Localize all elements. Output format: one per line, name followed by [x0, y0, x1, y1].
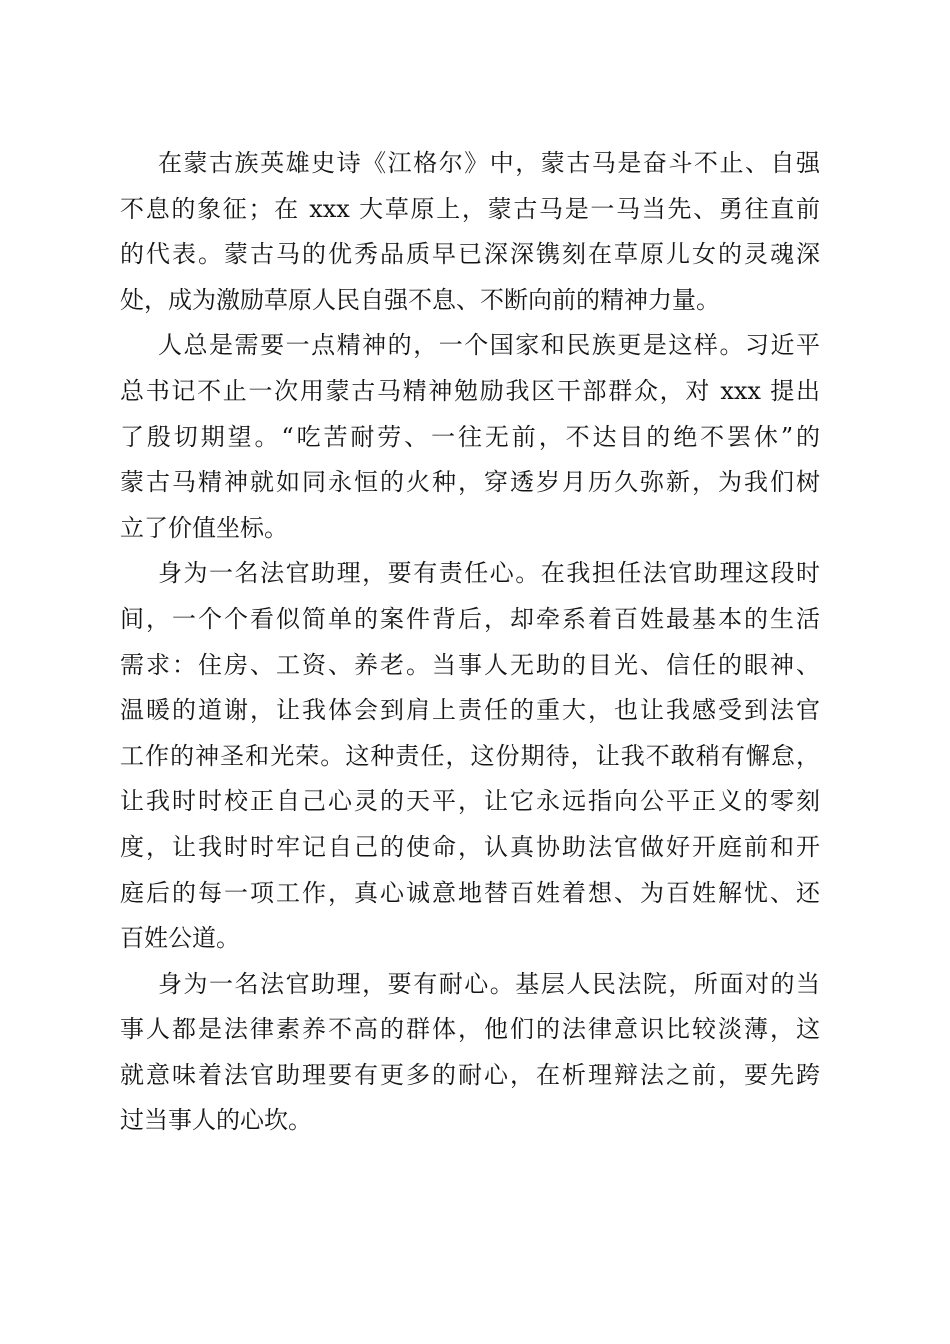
- paragraph-spirit: [120, 323, 820, 551]
- paragraph-patience: [120, 962, 820, 1144]
- paragraph-line: 身为一名法官助理，要有耐心。基层人民法院，所面对的当: [158, 969, 820, 998]
- paragraph-line: 总书记不止一次用蒙古马精神勉励我区干部群众，对 xxx 提出: [120, 376, 820, 405]
- paragraph-line: 不息的象征；在 xxx 大草原上，蒙古马是一马当先、勇往直前: [120, 194, 820, 223]
- paragraph-line: 需求：住房、工资、养老。当事人无助的目光、信任的眼神、: [120, 650, 820, 679]
- paragraph-line: 庭后的每一项工作，真心诚意地替百姓着想、为百姓解忧、还: [120, 878, 820, 907]
- paragraph-line: 让我时时校正自己心灵的天平，让它永远指向公平正义的零刻: [120, 787, 820, 816]
- paragraph-line: 人总是需要一点精神的，一个国家和民族更是这样。习近平: [158, 331, 820, 360]
- paragraph-line: 蒙古马精神就如同永恒的火种，穿透岁月历久弥新，为我们树: [120, 468, 820, 497]
- paragraph-line: 过当事人的心坎。: [120, 1106, 312, 1135]
- paragraph-line: 度，让我时时牢记自己的使命，认真协助法官做好开庭前和开: [120, 832, 820, 861]
- paragraph-line: 立了价值坐标。: [120, 513, 288, 542]
- paragraph-line: 事人都是法律素养不高的群体，他们的法律意识比较淡薄，这: [120, 1015, 820, 1044]
- paragraph-line: 的代表。蒙古马的优秀品质早已深深镌刻在草原儿女的灵魂深: [120, 240, 820, 269]
- paragraph-line: 了殷切期望。“吃苦耐劳、一往无前，不达目的绝不罢休”的: [120, 422, 820, 451]
- paragraph-line: 处，成为激励草原人民自强不息、不断向前的精神力量。: [120, 285, 720, 314]
- paragraph-responsibility: [120, 551, 820, 961]
- paragraph-line: 就意味着法官助理要有更多的耐心，在析理辩法之前，要先跨: [120, 1060, 820, 1089]
- paragraph-line: 在蒙古族英雄史诗《江格尔》中，蒙古马是奋斗不止、自强: [158, 149, 820, 177]
- paragraph-mongolian-horse-symbol: [120, 141, 820, 323]
- paragraph-line: 百姓公道。: [120, 924, 240, 953]
- paragraph-line: 工作的神圣和光荣。这种责任，这份期待，让我不敢稍有懈怠，: [120, 741, 820, 770]
- paragraph-line: 温暖的道谢，让我体会到肩上责任的重大，也让我感受到法官: [120, 696, 820, 725]
- paragraph-line: 身为一名法官助理，要有责任心。在我担任法官助理这段时: [158, 559, 820, 588]
- paragraph-line: 间，一个个看似简单的案件背后，却牵系着百姓最基本的生活: [120, 604, 820, 633]
- document-body: [120, 141, 820, 1144]
